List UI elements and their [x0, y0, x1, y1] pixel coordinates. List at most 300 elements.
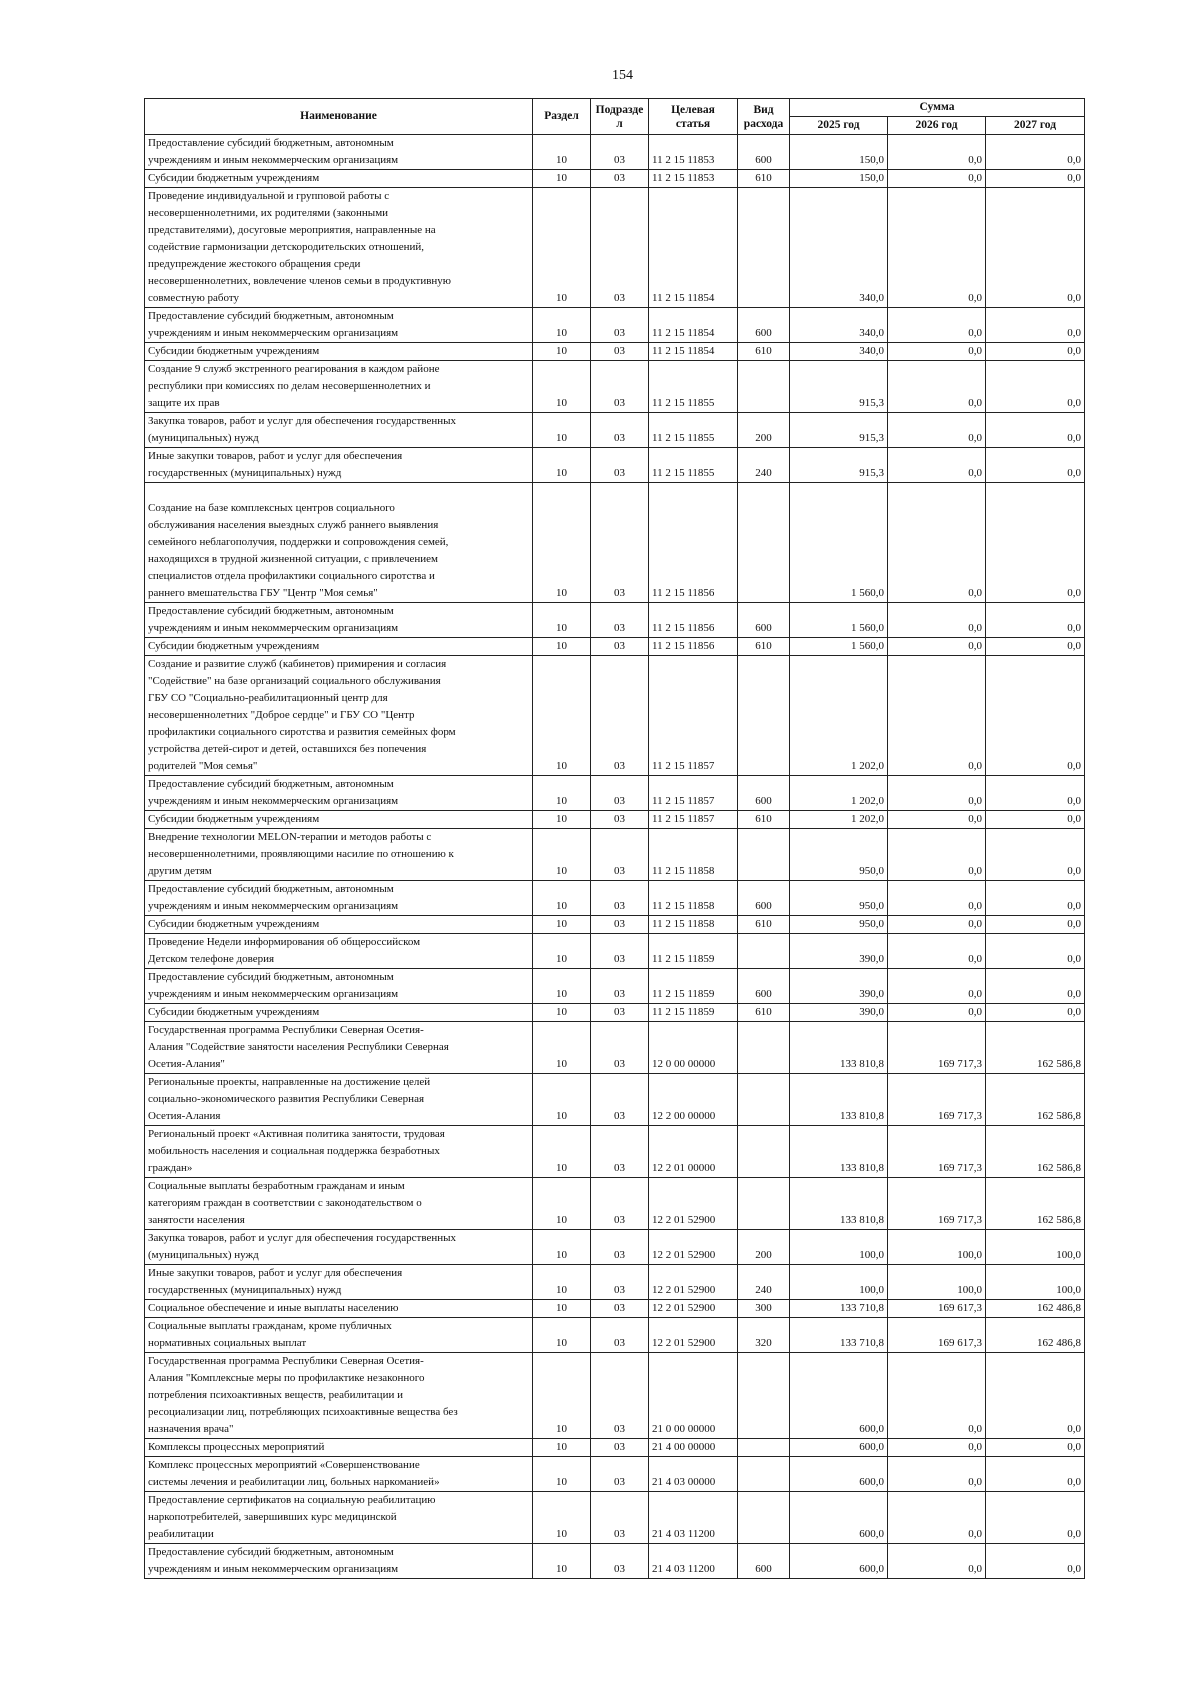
- cell-amount-2027: 162 586,8: [986, 1074, 1085, 1126]
- cell-target-item: 12 2 01 52900: [649, 1265, 738, 1300]
- cell-expense-type: 600: [738, 135, 790, 170]
- cell-expense-type: 300: [738, 1300, 790, 1318]
- cell-target-item: 12 2 01 00000: [649, 1126, 738, 1178]
- cell-target-item: 11 2 15 11855: [649, 361, 738, 413]
- header-year-2025: 2025 год: [790, 117, 888, 135]
- cell-target-item: 11 2 15 11857: [649, 811, 738, 829]
- cell-amount-2025: 133 810,8: [790, 1074, 888, 1126]
- table-row: [145, 881, 1085, 916]
- cell-target-item: 11 2 15 11855: [649, 448, 738, 483]
- table-row: [145, 170, 1085, 188]
- cell-expense-type: [738, 656, 790, 776]
- cell-amount-2026: 0,0: [888, 829, 986, 881]
- cell-amount-2025: 600,0: [790, 1457, 888, 1492]
- table-header: [145, 99, 1085, 135]
- cell-amount-2025: 600,0: [790, 1439, 888, 1457]
- table-row: [145, 1353, 1085, 1439]
- cell-amount-2027: 162 486,8: [986, 1318, 1085, 1353]
- cell-amount-2027: 0,0: [986, 934, 1085, 969]
- cell-subsection: 03: [591, 656, 649, 776]
- cell-section: 10: [533, 1492, 591, 1544]
- cell-name: Предоставление субсидий бюджетным, автономным учреждениям и иным некоммерческим организациям: [145, 308, 533, 343]
- cell-subsection: 03: [591, 1022, 649, 1074]
- cell-amount-2026: 169 617,3: [888, 1300, 986, 1318]
- cell-amount-2027: 0,0: [986, 638, 1085, 656]
- cell-name: Субсидии бюджетным учреждениям: [145, 1004, 533, 1022]
- cell-expense-type: 610: [738, 170, 790, 188]
- cell-expense-type: [738, 1126, 790, 1178]
- cell-name: Субсидии бюджетным учреждениям: [145, 343, 533, 361]
- cell-section: 10: [533, 170, 591, 188]
- cell-amount-2026: 100,0: [888, 1265, 986, 1300]
- cell-amount-2026: 0,0: [888, 1492, 986, 1544]
- header-expense-type: Вид расхода: [738, 99, 790, 135]
- cell-section: 10: [533, 361, 591, 413]
- table-row: [145, 969, 1085, 1004]
- cell-amount-2027: 0,0: [986, 343, 1085, 361]
- table-row: [145, 1439, 1085, 1457]
- cell-amount-2025: 150,0: [790, 170, 888, 188]
- table-row: [145, 361, 1085, 413]
- cell-expense-type: 600: [738, 308, 790, 343]
- cell-subsection: 03: [591, 1492, 649, 1544]
- cell-expense-type: 610: [738, 1004, 790, 1022]
- cell-name: Субсидии бюджетным учреждениям: [145, 811, 533, 829]
- cell-name: Иные закупки товаров, работ и услуг для обеспечения государственных (муниципальных) нужд: [145, 1265, 533, 1300]
- cell-section: 10: [533, 1457, 591, 1492]
- cell-amount-2026: 0,0: [888, 881, 986, 916]
- cell-target-item: 21 4 03 00000: [649, 1457, 738, 1492]
- cell-amount-2025: 950,0: [790, 916, 888, 934]
- header-name: Наименование: [145, 99, 533, 135]
- cell-section: 10: [533, 1230, 591, 1265]
- cell-subsection: 03: [591, 1178, 649, 1230]
- cell-section: 10: [533, 934, 591, 969]
- cell-subsection: 03: [591, 638, 649, 656]
- table-row: [145, 1457, 1085, 1492]
- cell-amount-2025: 133 810,8: [790, 1126, 888, 1178]
- cell-amount-2025: 390,0: [790, 1004, 888, 1022]
- cell-amount-2025: 915,3: [790, 448, 888, 483]
- cell-target-item: 11 2 15 11856: [649, 483, 738, 603]
- cell-subsection: 03: [591, 188, 649, 308]
- cell-subsection: 03: [591, 1457, 649, 1492]
- cell-subsection: 03: [591, 1439, 649, 1457]
- cell-amount-2026: 0,0: [888, 448, 986, 483]
- cell-name: Закупка товаров, работ и услуг для обеспечения государственных (муниципальных) нужд: [145, 1230, 533, 1265]
- cell-target-item: 11 2 15 11853: [649, 135, 738, 170]
- cell-amount-2026: 0,0: [888, 934, 986, 969]
- cell-subsection: 03: [591, 1265, 649, 1300]
- cell-amount-2026: 0,0: [888, 343, 986, 361]
- cell-section: 10: [533, 1022, 591, 1074]
- cell-name: Комплекс процессных мероприятий «Совершенствование системы лечения и реабилитации лиц, больных наркоманией»: [145, 1457, 533, 1492]
- cell-subsection: 03: [591, 934, 649, 969]
- cell-amount-2026: 0,0: [888, 656, 986, 776]
- cell-name: Субсидии бюджетным учреждениям: [145, 916, 533, 934]
- cell-expense-type: 610: [738, 343, 790, 361]
- cell-subsection: 03: [591, 811, 649, 829]
- cell-amount-2027: 0,0: [986, 811, 1085, 829]
- table-row: [145, 934, 1085, 969]
- table-row: [145, 916, 1085, 934]
- cell-section: 10: [533, 811, 591, 829]
- cell-amount-2025: 1 202,0: [790, 776, 888, 811]
- cell-amount-2025: 600,0: [790, 1544, 888, 1579]
- cell-amount-2026: 0,0: [888, 135, 986, 170]
- cell-expense-type: 200: [738, 1230, 790, 1265]
- cell-subsection: 03: [591, 916, 649, 934]
- cell-amount-2027: 0,0: [986, 776, 1085, 811]
- table-row: [145, 1318, 1085, 1353]
- cell-section: 10: [533, 483, 591, 603]
- cell-expense-type: [738, 1492, 790, 1544]
- cell-expense-type: 320: [738, 1318, 790, 1353]
- cell-amount-2027: 0,0: [986, 1353, 1085, 1439]
- cell-section: 10: [533, 1126, 591, 1178]
- cell-amount-2026: 0,0: [888, 413, 986, 448]
- table-row: [145, 188, 1085, 308]
- cell-amount-2025: 100,0: [790, 1265, 888, 1300]
- cell-name: Предоставление субсидий бюджетным, автономным учреждениям и иным некоммерческим организациям: [145, 969, 533, 1004]
- cell-subsection: 03: [591, 829, 649, 881]
- cell-amount-2026: 0,0: [888, 638, 986, 656]
- cell-expense-type: [738, 1353, 790, 1439]
- cell-target-item: 11 2 15 11854: [649, 343, 738, 361]
- cell-amount-2027: 0,0: [986, 413, 1085, 448]
- cell-amount-2026: 0,0: [888, 916, 986, 934]
- cell-amount-2026: 0,0: [888, 308, 986, 343]
- cell-amount-2027: 0,0: [986, 881, 1085, 916]
- cell-amount-2026: 0,0: [888, 188, 986, 308]
- cell-amount-2025: 133 810,8: [790, 1022, 888, 1074]
- cell-amount-2027: 100,0: [986, 1265, 1085, 1300]
- cell-expense-type: 600: [738, 881, 790, 916]
- cell-subsection: 03: [591, 1544, 649, 1579]
- table-row: [145, 1230, 1085, 1265]
- cell-name: Иные закупки товаров, работ и услуг для обеспечения государственных (муниципальных) нужд: [145, 448, 533, 483]
- cell-subsection: 03: [591, 361, 649, 413]
- cell-subsection: 03: [591, 1126, 649, 1178]
- cell-name: Предоставление субсидий бюджетным, автономным учреждениям и иным некоммерческим организациям: [145, 881, 533, 916]
- cell-section: 10: [533, 448, 591, 483]
- cell-name: Социальное обеспечение и иные выплаты населению: [145, 1300, 533, 1318]
- table-row: [145, 448, 1085, 483]
- cell-section: 10: [533, 603, 591, 638]
- cell-amount-2025: 150,0: [790, 135, 888, 170]
- cell-section: 10: [533, 1439, 591, 1457]
- cell-subsection: 03: [591, 1074, 649, 1126]
- cell-amount-2026: 0,0: [888, 1439, 986, 1457]
- cell-section: 10: [533, 1074, 591, 1126]
- cell-expense-type: 600: [738, 603, 790, 638]
- cell-section: 10: [533, 1178, 591, 1230]
- cell-amount-2025: 600,0: [790, 1353, 888, 1439]
- table-row: [145, 1300, 1085, 1318]
- table-row: [145, 638, 1085, 656]
- cell-section: 10: [533, 776, 591, 811]
- cell-section: 10: [533, 308, 591, 343]
- cell-target-item: 11 2 15 11858: [649, 829, 738, 881]
- cell-amount-2025: 1 560,0: [790, 603, 888, 638]
- cell-subsection: 03: [591, 135, 649, 170]
- cell-name: Закупка товаров, работ и услуг для обеспечения государственных (муниципальных) нужд: [145, 413, 533, 448]
- cell-amount-2027: 0,0: [986, 1492, 1085, 1544]
- cell-name: Комплексы процессных мероприятий: [145, 1439, 533, 1457]
- cell-expense-type: 600: [738, 1544, 790, 1579]
- table-row: [145, 343, 1085, 361]
- cell-amount-2025: 1 560,0: [790, 483, 888, 603]
- cell-expense-type: [738, 361, 790, 413]
- cell-amount-2027: 0,0: [986, 1544, 1085, 1579]
- cell-amount-2025: 340,0: [790, 343, 888, 361]
- cell-target-item: 11 2 15 11858: [649, 916, 738, 934]
- cell-target-item: 11 2 15 11856: [649, 638, 738, 656]
- table-row: [145, 1126, 1085, 1178]
- cell-amount-2026: 0,0: [888, 483, 986, 603]
- cell-section: 10: [533, 188, 591, 308]
- table-row: [145, 603, 1085, 638]
- cell-target-item: 21 4 03 11200: [649, 1544, 738, 1579]
- cell-name: Социальные выплаты гражданам, кроме публичных нормативных социальных выплат: [145, 1318, 533, 1353]
- cell-amount-2025: 1 202,0: [790, 656, 888, 776]
- cell-target-item: 11 2 15 11858: [649, 881, 738, 916]
- cell-amount-2027: 162 586,8: [986, 1022, 1085, 1074]
- cell-target-item: 12 0 00 00000: [649, 1022, 738, 1074]
- header-target-item: Целевая статья: [649, 99, 738, 135]
- cell-target-item: 11 2 15 11854: [649, 308, 738, 343]
- cell-section: 10: [533, 829, 591, 881]
- cell-expense-type: 200: [738, 413, 790, 448]
- header-subsection: Подразде л: [591, 99, 649, 135]
- cell-amount-2027: 0,0: [986, 188, 1085, 308]
- cell-target-item: 11 2 15 11859: [649, 1004, 738, 1022]
- cell-amount-2025: 133 810,8: [790, 1178, 888, 1230]
- cell-subsection: 03: [591, 448, 649, 483]
- table-row: [145, 1265, 1085, 1300]
- cell-amount-2026: 169 617,3: [888, 1318, 986, 1353]
- cell-name: Предоставление субсидий бюджетным, автономным учреждениям и иным некоммерческим организациям: [145, 776, 533, 811]
- cell-subsection: 03: [591, 413, 649, 448]
- cell-subsection: 03: [591, 969, 649, 1004]
- cell-section: 10: [533, 916, 591, 934]
- table-row: [145, 1074, 1085, 1126]
- cell-target-item: 11 2 15 11857: [649, 776, 738, 811]
- cell-name: Создание 9 служб экстренного реагирования в каждом районе республики при комиссиях по делам несовершеннолетних и защите их прав: [145, 361, 533, 413]
- table-row: [145, 1544, 1085, 1579]
- cell-section: 10: [533, 638, 591, 656]
- cell-expense-type: 600: [738, 969, 790, 1004]
- cell-name: Проведение Недели информирования об общероссийском Детском телефоне доверия: [145, 934, 533, 969]
- cell-amount-2027: 162 586,8: [986, 1126, 1085, 1178]
- table-row: [145, 135, 1085, 170]
- table-row: [145, 656, 1085, 776]
- cell-amount-2025: 340,0: [790, 188, 888, 308]
- cell-subsection: 03: [591, 1353, 649, 1439]
- cell-target-item: 12 2 01 52900: [649, 1230, 738, 1265]
- cell-amount-2025: 100,0: [790, 1230, 888, 1265]
- table-row: [145, 483, 1085, 603]
- cell-target-item: 11 2 15 11855: [649, 413, 738, 448]
- cell-amount-2026: 0,0: [888, 1004, 986, 1022]
- cell-amount-2025: 390,0: [790, 969, 888, 1004]
- cell-amount-2026: 169 717,3: [888, 1022, 986, 1074]
- table-row: [145, 1492, 1085, 1544]
- cell-target-item: 11 2 15 11859: [649, 969, 738, 1004]
- cell-expense-type: [738, 829, 790, 881]
- cell-amount-2027: 0,0: [986, 829, 1085, 881]
- cell-expense-type: [738, 1022, 790, 1074]
- cell-expense-type: 610: [738, 916, 790, 934]
- cell-name: Проведение индивидуальной и групповой работы с несовершеннолетними, их родителями (законными представителями), досуговые мероприятия, направленные на содействие гармонизации детскородительских отношений, предупреждение жестокого обращения среди несовершеннолетних, вовлечение членов семьи в продуктивную совместную работу: [145, 188, 533, 308]
- cell-expense-type: 600: [738, 776, 790, 811]
- header-year-2027: 2027 год: [986, 117, 1085, 135]
- cell-name: Субсидии бюджетным учреждениям: [145, 170, 533, 188]
- cell-amount-2026: 0,0: [888, 969, 986, 1004]
- table-body: [145, 135, 1085, 1579]
- cell-amount-2025: 340,0: [790, 308, 888, 343]
- cell-amount-2026: 169 717,3: [888, 1074, 986, 1126]
- cell-section: 10: [533, 1318, 591, 1353]
- cell-amount-2027: 0,0: [986, 1004, 1085, 1022]
- cell-name: Предоставление субсидий бюджетным, автономным учреждениям и иным некоммерческим организациям: [145, 135, 533, 170]
- table-row: [145, 829, 1085, 881]
- cell-amount-2027: 0,0: [986, 1457, 1085, 1492]
- table-row: [145, 308, 1085, 343]
- cell-section: 10: [533, 135, 591, 170]
- cell-target-item: 11 2 15 11856: [649, 603, 738, 638]
- cell-target-item: 11 2 15 11859: [649, 934, 738, 969]
- cell-subsection: 03: [591, 1230, 649, 1265]
- cell-subsection: 03: [591, 1300, 649, 1318]
- cell-expense-type: 240: [738, 1265, 790, 1300]
- cell-section: 10: [533, 343, 591, 361]
- cell-amount-2026: 169 717,3: [888, 1178, 986, 1230]
- cell-target-item: 11 2 15 11853: [649, 170, 738, 188]
- cell-amount-2025: 390,0: [790, 934, 888, 969]
- cell-expense-type: 610: [738, 811, 790, 829]
- table-row: [145, 1004, 1085, 1022]
- page-number: 154: [612, 68, 633, 83]
- cell-name: Создание на базе комплексных центров социального обслуживания населения выездных служб раннего выявления семейного неблагополучия, поддержки и сопровождения семей, находящихся в трудной жизненной ситуации, с привлечением специалистов отдела профилактики социального сиротства и раннего вмешательства ГБУ "Центр "Моя семья": [145, 483, 533, 603]
- cell-subsection: 03: [591, 343, 649, 361]
- cell-amount-2027: 162 586,8: [986, 1178, 1085, 1230]
- table-row: [145, 776, 1085, 811]
- cell-amount-2025: 950,0: [790, 881, 888, 916]
- cell-section: 10: [533, 969, 591, 1004]
- cell-section: 10: [533, 1004, 591, 1022]
- cell-expense-type: [738, 1178, 790, 1230]
- cell-subsection: 03: [591, 1318, 649, 1353]
- header-sum: Сумма: [790, 99, 1085, 117]
- cell-expense-type: 240: [738, 448, 790, 483]
- cell-amount-2027: 0,0: [986, 135, 1085, 170]
- cell-subsection: 03: [591, 170, 649, 188]
- cell-name: Региональные проекты, направленные на достижение целей социально-экономического развития Республики Северная Осетия-Алания: [145, 1074, 533, 1126]
- cell-name: Государственная программа Республики Северная Осетия- Алания "Содействие занятости населения Республики Северная Осетия-Алания": [145, 1022, 533, 1074]
- cell-section: 10: [533, 1300, 591, 1318]
- cell-amount-2025: 133 710,8: [790, 1318, 888, 1353]
- cell-amount-2025: 133 710,8: [790, 1300, 888, 1318]
- cell-subsection: 03: [591, 776, 649, 811]
- header-year-2026: 2026 год: [888, 117, 986, 135]
- cell-expense-type: [738, 483, 790, 603]
- cell-subsection: 03: [591, 603, 649, 638]
- cell-expense-type: [738, 188, 790, 308]
- cell-amount-2025: 600,0: [790, 1492, 888, 1544]
- cell-amount-2027: 100,0: [986, 1230, 1085, 1265]
- cell-amount-2026: 169 717,3: [888, 1126, 986, 1178]
- cell-subsection: 03: [591, 1004, 649, 1022]
- cell-name: Социальные выплаты безработным гражданам и иным категориям граждан в соответствии с законодательством о занятости населения: [145, 1178, 533, 1230]
- cell-expense-type: 610: [738, 638, 790, 656]
- cell-amount-2027: 0,0: [986, 969, 1085, 1004]
- cell-expense-type: [738, 1457, 790, 1492]
- cell-name: Субсидии бюджетным учреждениям: [145, 638, 533, 656]
- cell-amount-2027: 162 486,8: [986, 1300, 1085, 1318]
- table-row: [145, 811, 1085, 829]
- cell-amount-2025: 950,0: [790, 829, 888, 881]
- cell-amount-2027: 0,0: [986, 603, 1085, 638]
- cell-name: Государственная программа Республики Северная Осетия- Алания "Комплексные меры по профилактике незаконного потребления психоактивных веществ, реабилитации и ресоциализации лиц, потребляющих психоактивные вещества без назначения врача": [145, 1353, 533, 1439]
- cell-section: 10: [533, 1265, 591, 1300]
- cell-section: 10: [533, 881, 591, 916]
- cell-name: Региональный проект «Активная политика занятости, трудовая мобильность населения и социальная поддержка безработных граждан»: [145, 1126, 533, 1178]
- cell-target-item: 21 4 00 00000: [649, 1439, 738, 1457]
- cell-target-item: 12 2 01 52900: [649, 1178, 738, 1230]
- cell-target-item: 12 2 00 00000: [649, 1074, 738, 1126]
- cell-amount-2026: 0,0: [888, 811, 986, 829]
- table-row: [145, 413, 1085, 448]
- cell-amount-2025: 1 560,0: [790, 638, 888, 656]
- cell-amount-2026: 0,0: [888, 361, 986, 413]
- cell-amount-2026: 0,0: [888, 776, 986, 811]
- cell-subsection: 03: [591, 308, 649, 343]
- cell-amount-2027: 0,0: [986, 1439, 1085, 1457]
- cell-target-item: 21 0 00 00000: [649, 1353, 738, 1439]
- cell-amount-2027: 0,0: [986, 448, 1085, 483]
- cell-amount-2026: 0,0: [888, 603, 986, 638]
- cell-target-item: 12 2 01 52900: [649, 1300, 738, 1318]
- cell-amount-2026: 0,0: [888, 1353, 986, 1439]
- cell-section: 10: [533, 413, 591, 448]
- cell-amount-2027: 0,0: [986, 170, 1085, 188]
- cell-section: 10: [533, 656, 591, 776]
- cell-name: Предоставление сертификатов на социальную реабилитацию наркопотребителей, завершивших курс медицинской реабилитации: [145, 1492, 533, 1544]
- table-row: [145, 1022, 1085, 1074]
- cell-amount-2025: 915,3: [790, 361, 888, 413]
- cell-amount-2027: 0,0: [986, 656, 1085, 776]
- cell-name: Внедрение технологии MELON-терапии и методов работы с несовершеннолетними, проявляющими насилие по отношению к другим детям: [145, 829, 533, 881]
- cell-subsection: 03: [591, 881, 649, 916]
- cell-name: Создание и развитие служб (кабинетов) примирения и согласия "Содействие" на базе организаций социального обслуживания ГБУ СО "Социально-реабилитационный центр для несовершеннолетних "Доброе сердце" и ГБУ СО "Центр профилактики социального сиротства и развития семейных форм устройства детей-сирот и детей, оставшихся без попечения родителей "Моя семья": [145, 656, 533, 776]
- cell-target-item: 11 2 15 11854: [649, 188, 738, 308]
- cell-amount-2027: 0,0: [986, 916, 1085, 934]
- cell-amount-2026: 0,0: [888, 170, 986, 188]
- cell-target-item: 11 2 15 11857: [649, 656, 738, 776]
- budget-table: [144, 98, 1085, 1579]
- cell-name: Предоставление субсидий бюджетным, автономным учреждениям и иным некоммерческим организациям: [145, 1544, 533, 1579]
- cell-amount-2026: 100,0: [888, 1230, 986, 1265]
- cell-amount-2027: 0,0: [986, 483, 1085, 603]
- cell-expense-type: [738, 934, 790, 969]
- cell-section: 10: [533, 1544, 591, 1579]
- cell-amount-2027: 0,0: [986, 361, 1085, 413]
- header-section: Раздел: [533, 99, 591, 135]
- table-row: [145, 1178, 1085, 1230]
- cell-section: 10: [533, 1353, 591, 1439]
- cell-target-item: 21 4 03 11200: [649, 1492, 738, 1544]
